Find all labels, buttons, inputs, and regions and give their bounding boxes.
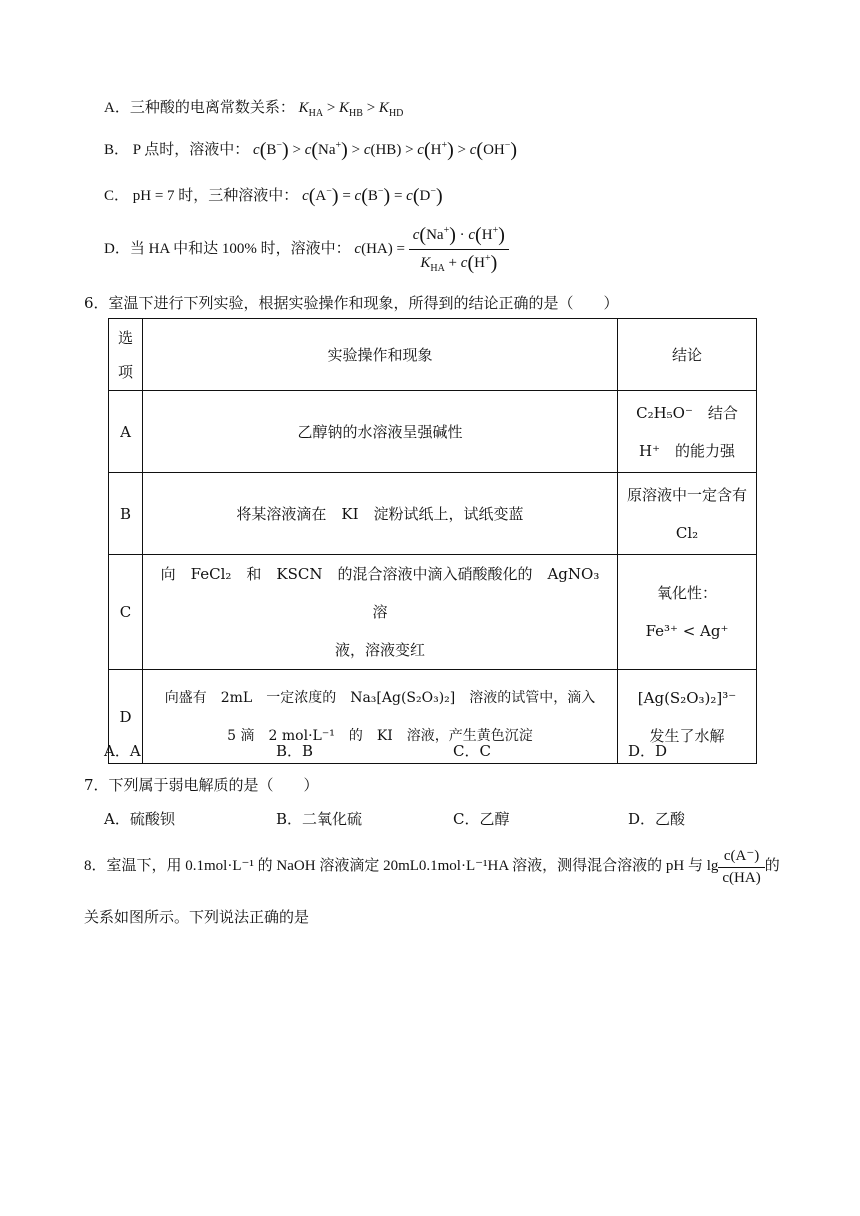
q6-stem: 6．室温下进行下列实验，根据实验操作和现象，所得到的结论正确的是（ ） [84, 294, 619, 312]
q7-stem: 7．下列属于弱电解质的是（ ） [84, 776, 319, 794]
row-key: A [109, 391, 143, 473]
q5-option-b: B． P 点时，溶液中： c(B−) > c(Na+) > c(HB) > c(H+) > c(OH−) [104, 139, 518, 161]
row-operation: 向盛有 2mL 一定浓度的 Na₃[Ag(S₂O₃)₂] 溶液的试管中，滴入 5 滴 2 mol·L⁻¹ 的 KI 溶液，产生黄色沉淀 [143, 670, 618, 764]
table-row [109, 473, 757, 555]
row-conclusion: C₂H₅O⁻ 结合 H⁺ 的能力强 [618, 391, 757, 473]
row-operation: 乙醇钠的水溶液呈强碱性 [143, 391, 618, 473]
row-operation: 向 FeCl₂ 和 KSCN 的混合溶液中滴入硝酸酸化的 AgNO₃ 溶 液，溶液变红 [143, 555, 618, 670]
row-operation: 将某溶液滴在 KI 淀粉试纸上，试纸变蓝 [143, 473, 618, 555]
q8-stem-line2: 关系如图所示。下列说法正确的是 [84, 908, 310, 926]
q5-option-a: A．三种酸的电离常数关系： $K_{HA} > K_{HB} > K_{HD}$ [104, 100, 404, 119]
row-key: C [109, 555, 143, 670]
table-row [109, 391, 757, 473]
q7-option-c[interactable]: C．乙醇 [453, 810, 510, 828]
q6-option-a[interactable]: A．A [104, 742, 141, 760]
q7-option-d[interactable]: D．乙酸 [628, 810, 686, 828]
table-row [109, 555, 757, 670]
q6-option-b[interactable]: B．B [276, 742, 314, 760]
row-key: B [109, 473, 143, 555]
q6-table [108, 318, 757, 764]
q7-option-a[interactable]: A．硫酸钡 [104, 810, 175, 828]
q5-option-d-fraction: $\frac{c(Na^+) \cdot c(H^+)}{K_{HA} + c(H^+)}$ [409, 224, 509, 275]
q5-option-d-label: D．当 HA 中和达 100% 时，溶液中： [104, 240, 351, 257]
header-operation: 实验操作和现象 [143, 319, 618, 391]
table-header-row [109, 319, 757, 391]
q6-option-c[interactable]: C．C [453, 742, 491, 760]
q6-option-d[interactable]: D．D [628, 742, 668, 760]
q5-option-b-label: B． P 点时，溶液中： [104, 142, 250, 158]
q8-stem: 8．室温下，用 0.1mol·L⁻¹ 的 NaOH 溶液滴定 20mL0.1mol·L⁻¹HA 溶液，测得混合溶液的 pH 与 lg $\frac{c(A^-)}{c(HA)}$ 的 [84, 848, 780, 886]
row-conclusion: [Ag(S₂O₃)₂]³⁻ 发生了水解 [618, 670, 757, 764]
header-conclusion: 结论 [618, 319, 757, 391]
row-key: D [109, 670, 143, 764]
q5-option-a-label: A．三种酸的电离常数关系： [104, 100, 295, 116]
q5-option-c-label: C． pH = 7 时，三种溶液中： [104, 188, 299, 204]
q7-option-b[interactable]: B．二氧化硫 [276, 810, 363, 828]
q5-option-c: C． pH = 7 时，三种溶液中： c(A−) = c(B−) = c(D−) [104, 185, 443, 207]
header-option: 选 项 [109, 319, 143, 391]
q8-fraction: $\frac{c(A^-)}{c(HA)}$ [718, 846, 764, 887]
row-conclusion: 氧化性： Fe³⁺ < Ag⁺ [618, 555, 757, 670]
q5-option-d: D．当 HA 中和达 100% 时，溶液中： c(HA) = $\frac{c(Na^+) \cdot c(H^+)}{K_{HA} + c(H^+)}$ [104, 224, 509, 275]
row-conclusion: 原溶液中一定含有 Cl₂ [618, 473, 757, 555]
